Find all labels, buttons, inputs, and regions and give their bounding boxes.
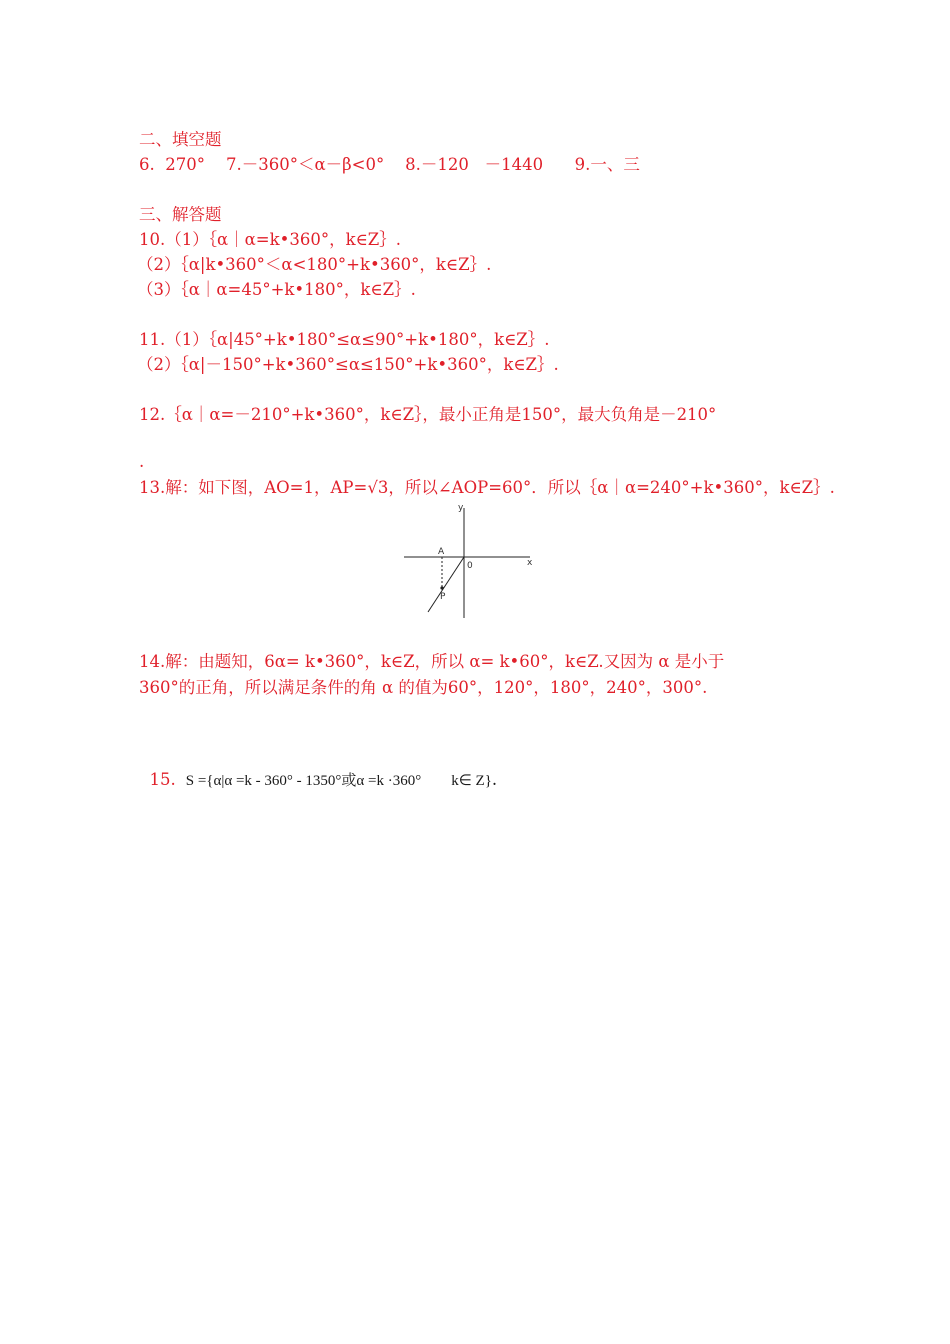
q13-figure <box>400 500 540 620</box>
q15-period: . <box>491 770 498 789</box>
fill-blank-answers: 6. 270° 7.－360°＜α－β<0° 8.－120 －1440 9.一、三 <box>139 155 640 174</box>
q14-line1: 14.解：由题知，6α= k•360°，k∈Z，所以 α= k•60°，k∈Z.又因为 α 是小于 <box>139 652 725 671</box>
q10-part1: 10.（1）｛α｜α=k•360°，k∈Z｝. <box>139 230 401 249</box>
q12-trailing-period: . <box>139 452 145 471</box>
q10-part2: （2）｛α|k•360°＜α<180°+k•360°，k∈Z｝. <box>137 255 492 274</box>
y-axis-label: y <box>458 503 464 513</box>
q10-part3: （3）｛α｜α=45°+k•180°，k∈Z｝. <box>137 280 416 299</box>
q15-number: 15. <box>149 770 176 789</box>
q12-answer: 12.｛α｜α=－210°+k•360°，k∈Z｝，最小正角是150°，最大负角是－210° <box>139 405 717 424</box>
fill-blank-heading: 二、填空题 <box>139 130 222 149</box>
point-p-label: P <box>440 592 446 602</box>
terminal-ray <box>428 557 464 612</box>
point-a-label: A <box>438 547 445 557</box>
q11-part2: （2）｛α|－150°+k•360°≤α≤150°+k•360°，k∈Z｝. <box>137 355 559 374</box>
point-p <box>440 586 443 589</box>
q15-line <box>139 750 497 791</box>
q11-part1: 11.（1）｛α|45°+k•180°≤α≤90°+k•180°，k∈Z｝. <box>139 330 550 349</box>
solve-heading: 三、解答题 <box>139 205 222 224</box>
q13-answer: 13.解：如下图，AO=1，AP=√3，所以∠AOP=60°．所以｛α｜α=240°+k•360°，k∈Z｝. <box>139 478 835 497</box>
origin-label: 0 <box>467 561 473 571</box>
q14-line2: 360°的正角，所以满足条件的角 α 的值为60°，120°，180°，240°，300°. <box>139 678 708 697</box>
x-axis-label: x <box>527 558 533 568</box>
q15-formula: S ={α|α =k - 360° - 1350°或α =k ·360° k∈ Z} <box>185 773 492 789</box>
